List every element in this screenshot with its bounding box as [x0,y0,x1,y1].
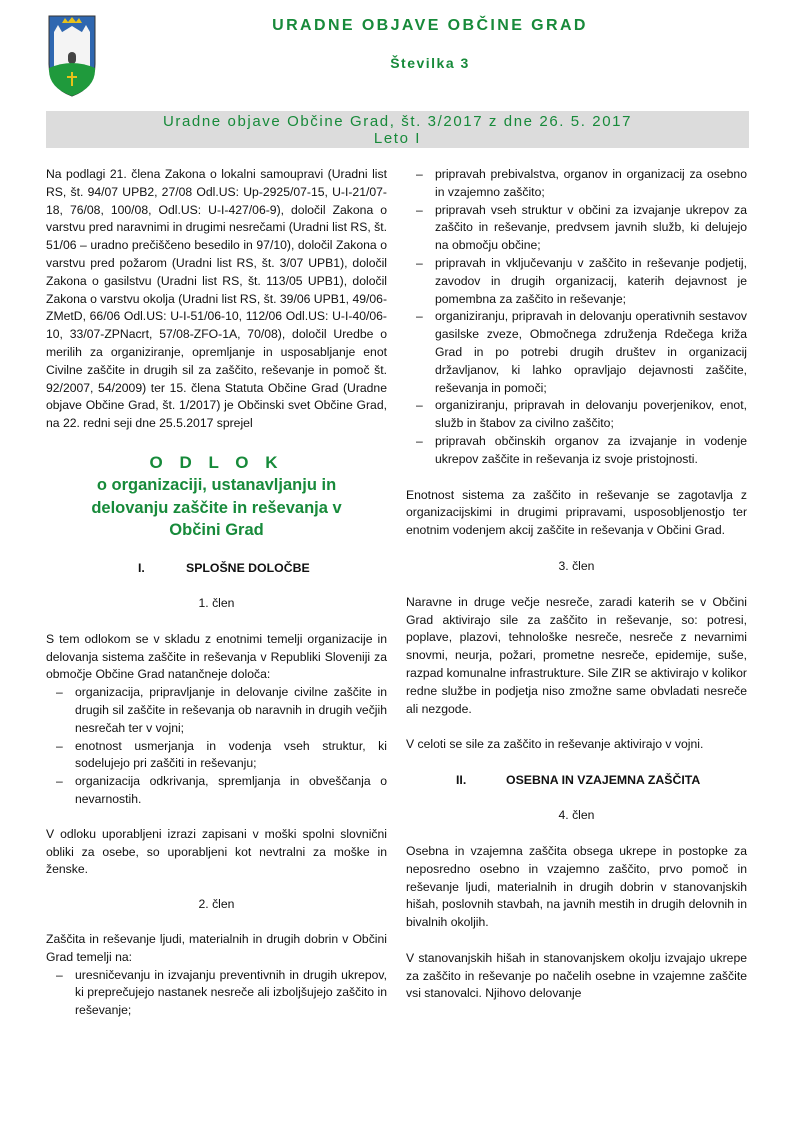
paragraph: V stanovanjskih hišah in stanovanjskem okolju izvajajo ukrepe za zaščito in reševanje po načelih osebne in vzajemne zaščite vsi stanovalci. Njihovo delovanje [406,950,747,1001]
left-column [46,166,387,1020]
paragraph: Zaščita in reševanje ljudi, materialnih in drugih dobrin v Občini Grad temelji na: [46,931,387,964]
article-heading: 3. člen [558,558,595,573]
section-heading [406,772,747,790]
issue-info: Uradne objave Občine Grad, št. 3/2017 z dne 26. 5. 2017 [162,113,633,130]
bullet-list [46,967,387,1020]
section-number: II. [456,773,467,788]
publication-title: URADNE OBJAVE OBČINE GRAD [272,17,588,34]
paragraph: Naravne in druge večje nesreče, zaradi katerih se v Občini Grad aktivirajo sile za zaščito in reševanje, so: potresi, poplave, plazovi, tehnološke nesreče, nesreče z nevarnimi snovmi, neurja, požari, prometne nesreče, epidemije, suše, razpad komunalne infrastrukture. Sile ZIR se aktivirajo v kolikor redne službe in podjetja niso zmožne same obvladati nesreče ali nezgode. [406,594,747,716]
article-heading: 2. člen [198,897,235,912]
ordinance-title-line2: o organizaciji, ustanavljanju in [96,476,337,495]
list-item: – organiziranju, pripravah in delovanju poverjenikov, enot, služb in štabov za civilno zaščito; [416,398,747,431]
crest-icon [47,14,97,98]
list-item: – pripravah prebivalstva, organov in organizacij za osebno in vzajemno zaščito; [416,167,747,199]
list-item: – pripravah vseh struktur v občini za izvajanje ukrepov za zaščito in reševanje, predvsem javnih služb, ki delujejo na območju občine; [416,202,747,253]
list-item: – organizacija, pripravljanje in delovanje civilne zaščite in drugih sil zaščite in reševanja ob naravnih in drugih večjih nesrečah ter v vojni; [56,685,387,735]
article-heading: 4. člen [558,808,595,823]
right-column [406,166,747,1003]
list-item: – enotnost usmerjanja in vodenja vseh struktur, ki sodelujejo pri zaščiti in reševanju; [56,738,387,771]
issue-year: Leto I [373,130,422,147]
section-title: OSEBNA IN VZAJEMNA ZAŠČITA [506,773,701,788]
list-item: – uresničevanju in izvajanju preventivnih in drugih ukrepov, ki preprečujejo nastanek nesreče ali izboljšujejo zaščito in reševanje; [56,967,387,1018]
paragraph: V celoti se sile za zaščito in reševanje aktivirajo v vojni. [406,737,704,752]
paragraph: V odloku uporabljeni izrazi zapisani v moški spolni slovnični obliki za osebe, so uporabljeni kot nevtralni za moške in ženske. [46,826,387,877]
paragraph: S tem odlokom se v skladu z enotnimi temelji organizacije in delovanja sistema zaščite in reševanja v Republiki Sloveniji za območje Občine Grad natančneje določa: [46,631,387,682]
ordinance-title-line4: Občini Grad [169,521,264,540]
list-item: – pripravah občinskih organov za izvajanje in vodenje ukrepov zaščite in reševanja iz svoje pristojnosti. [416,433,747,466]
ordinance-title-line3: delovanju zaščite in reševanja v [91,498,342,517]
issue-band [46,111,749,148]
list-item: – organiziranju, pripravah in delovanju operativnih sestavov gasilske zveze, Območnega združenja Rdečega križa Grad in po potrebi drugih društev in organizacij državljanov, ki lahko opravljajo dejavnosti zaščite, reševanja in pomoči; [416,309,747,395]
issue-number: Številka 3 [390,55,470,71]
paragraph: Enotnost sistema za zaščito in reševanje se zagotavlja z organizacijskimi in drugimi pripravami, usposobljenostjo ter enotnim vodenjem akcij zaščite in reševanja v Občini Grad. [406,487,747,538]
section-number: I. [138,560,145,575]
list-item: – organizacija odkrivanja, spremljanja in obveščanja o nevarnostih. [56,774,387,806]
paragraph: Osebna in vzajemna zaščita obsega ukrepe in postopke za neposredno osebno in vzajemno zaščito, prvo pomoč in reševanje ljudi, materialnih in drugih dobrin v stanovanjskih hišah, poslovnih stavbah, na javnih mestih in drugih delovnih in bivalnih okoljih. [406,843,747,930]
article-heading: 1. člen [198,595,235,610]
section-title: SPLOŠNE DOLOČBE [186,560,310,575]
bullet-list [406,166,747,469]
section-heading [46,560,387,578]
list-item: – pripravah in vključevanju v zaščito in reševanje podjetij, zavodov in drugih organizacij, katerih dejavnost je pomembna za zaščito in reševanje; [416,255,747,306]
ordinance-title-line1: O D L O K [149,452,284,472]
bullet-list [46,684,387,809]
preamble: Na podlagi 21. člena Zakona o lokalni samoupravi (Uradni list RS, št. 94/07 UPB2, 27/08 Odl.US: Up-2925/07-15, U-I-21/07-18, 76/08, 100/08, Odl.US: U-I-427/06-9), določil Zakona o varstvu pred naravnimi in drugimi nesrečami (Uradni list RS, št. 51/06 – uradno prečiščeno besedilo in 97/10), določil Zakona o varstvu pred požarom (Uradni list RS, št. 3/07 UPB1), določil Zakona o gasilstvu (Uradni list RS, št. 113/05 UPB1), določil Zakona o varstvu okolja (Uradni list RS, št. 39/06 UPB1, 49/06-ZMetD, 66/06 Odl.US: U-I-51/06-10, 112/06 Odl.US: U-I-40/06-10, 33/07-ZPNacrt, 57/08-ZFO-1A, 70/08), določil Uredbe o merilih za organiziranje, opremljanje in usposabljanje enot Civilne zaščite in drugih sil za zaščito, reševanje in pomoč št. 92/2007, 54/2009) ter 15. člena Statuta Občine Grad (Uradne objave Občine Grad, št. 1/2017) je Občinski svet Občine Grad, na 22. redni seji dne 25.5.2017 sprejel [46,167,387,431]
ordinance-title [46,452,387,542]
